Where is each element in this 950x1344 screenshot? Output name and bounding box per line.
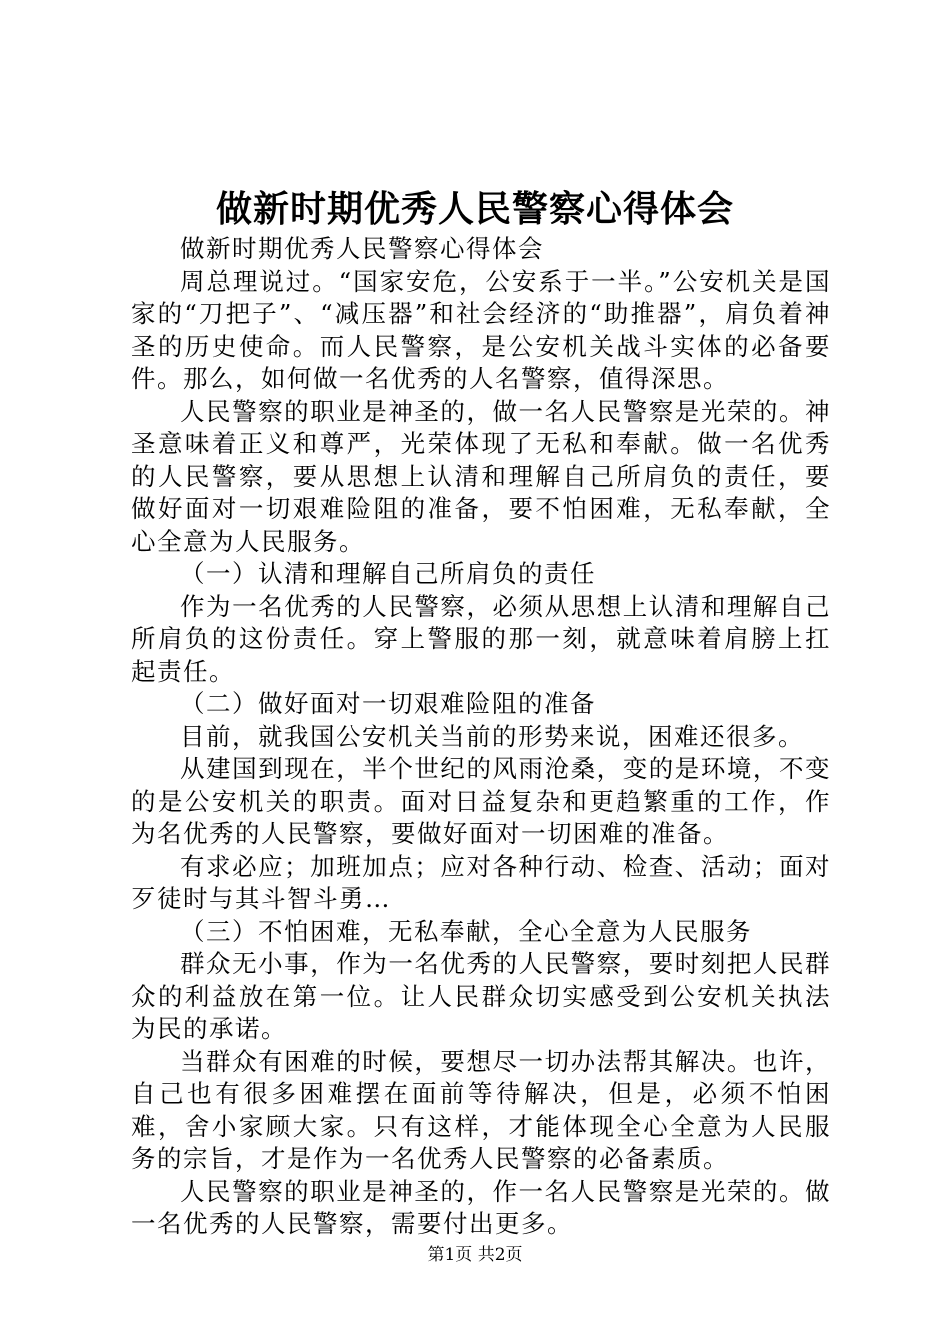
page-indicator: 第1页 共2页: [427, 1245, 523, 1265]
paragraph: 当群众有困难的时候，要想尽一切办法帮其解决。也许，自己也有很多困难摆在面前等待解决，但是，必须不怕困难，舍小家顾大家。只有这样，才能体现全心全意为人民服务的宗旨，才是作为一名优秀人民警察的必备素质。: [131, 1046, 831, 1173]
paragraph: 有求必应；加班加点；应对各种行动、检查、活动；面对歹徒时与其斗智斗勇…: [131, 851, 831, 913]
section-heading-1: （一）认清和理解自己所肩负的责任: [180, 559, 596, 588]
section-heading-2: （二）做好面对一切艰难险阻的准备: [180, 689, 596, 718]
section-heading-3: （三）不怕困难，无私奉献，全心全意为人民服务: [180, 916, 752, 946]
paragraph: 目前，就我国公安机关当前的形势来说，困难还很多。: [180, 721, 804, 751]
paragraph: 作为一名优秀的人民警察，必须从思想上认清和理解自己所肩负的这份责任。穿上警服的那一刻，就意味着肩膀上扛起责任。: [131, 591, 831, 686]
document-body: [131, 233, 831, 1241]
page-footer: [0, 1243, 950, 1267]
paragraph-subtitle: 做新时期优秀人民警察心得体会: [180, 234, 544, 263]
paragraph: 人民警察的职业是神圣的，做一名人民警察是光荣的。神圣意味着正义和尊严，光荣体现了无私和奉献。做一名优秀的人民警察，要从思想上认清和理解自己所肩负的责任，要做好面对一切艰难险阻的准备，要不怕困难，无私奉献，全心全意为人民服务。: [131, 396, 831, 556]
paragraph: 群众无小事，作为一名优秀的人民警察，要时刻把人民群众的利益放在第一位。让人民群众切实感受到公安机关执法为民的承诺。: [131, 949, 831, 1043]
document-title: 做新时期优秀人民警察心得体会: [215, 188, 734, 230]
paragraph: 人民警察的职业是神圣的，作一名人民警察是光荣的。做一名优秀的人民警察，需要付出更多。: [131, 1176, 831, 1238]
paragraph: 周总理说过。“国家安危，公安系于一半。”公安机关是国家的“刀把子”、“减压器”和社会经济的“助推器”，肩负着神圣的历史使命。而人民警察，是公安机关战斗实体的必备要件。那么，如何做一名优秀的人名警察，值得深思。: [131, 266, 831, 393]
paragraph: 从建国到现在，半个世纪的风雨沧桑，变的是环境，不变的是公安机关的职责。面对日益复杂和更趋繁重的工作，作为名优秀的人民警察，要做好面对一切困难的准备。: [131, 754, 831, 848]
